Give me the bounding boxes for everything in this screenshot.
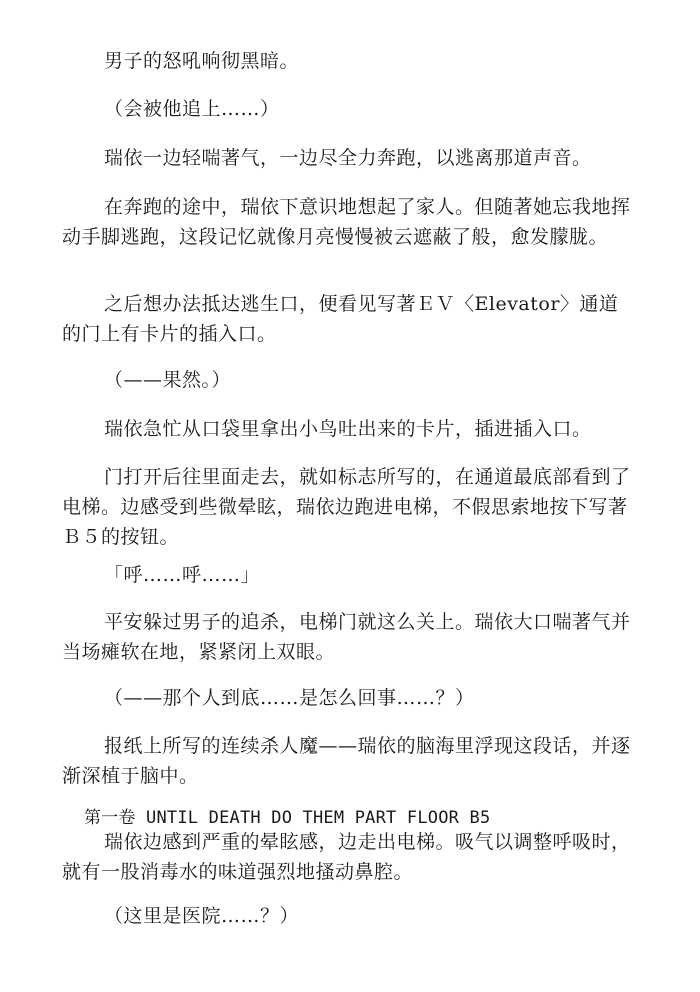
paragraph: 男子的怒吼响彻黑暗。: [104, 50, 300, 72]
paragraph: 在奔跑的途中，瑞依下意识地想起了家人。但随著她忘我地挥动手脚逃跑，这段记忆就像月亮慢慢被云遮蔽了般，愈发朦胧。: [62, 196, 631, 248]
paragraph: 瑞依边感到严重的晕眩感，边走出电梯。吸气以调整呼吸时，就有一股消毒水的味道强烈地搔动鼻腔。: [62, 831, 631, 883]
paragraph: 报纸上所写的连续杀人魔——瑞依的脑海里浮现这段话，并逐渐深植于脑中。: [62, 735, 631, 787]
paragraph: 「呼……呼……」: [104, 564, 261, 586]
paragraph: 之后想办法抵达逃生口，便看见写著ＥＶ〈Elevator〉通道的门上有卡片的插入口。: [62, 293, 619, 345]
paragraph: （这里是医院……？）: [104, 905, 300, 927]
paragraph: 平安躲过男子的追杀，电梯门就这么关上。瑞依大口喘著气并当场瘫软在地，紧紧闭上双眼。: [62, 611, 631, 663]
paragraph: （——果然。）: [104, 369, 232, 391]
chapter-heading: 第一卷 UNTIL DEATH DO THEM PART FLOOR B5: [84, 808, 491, 828]
paragraph: 瑞依急忙从口袋里拿出小鸟吐出来的卡片，插进插入口。: [104, 418, 592, 440]
paragraph: （——那个人到底……是怎么回事……？）: [104, 687, 475, 709]
paragraph: （会被他追上……）: [104, 98, 280, 120]
paragraph: 瑞依一边轻喘著气，一边尽全力奔跑，以逃离那道声音。: [104, 147, 592, 169]
paragraph: 门打开后往里面走去，就如标志所写的，在通道最底部看到了电梯。边感受到些微晕眩，瑞依边跑进电梯，不假思索地按下写著Ｂ５的按钮。: [62, 466, 631, 548]
